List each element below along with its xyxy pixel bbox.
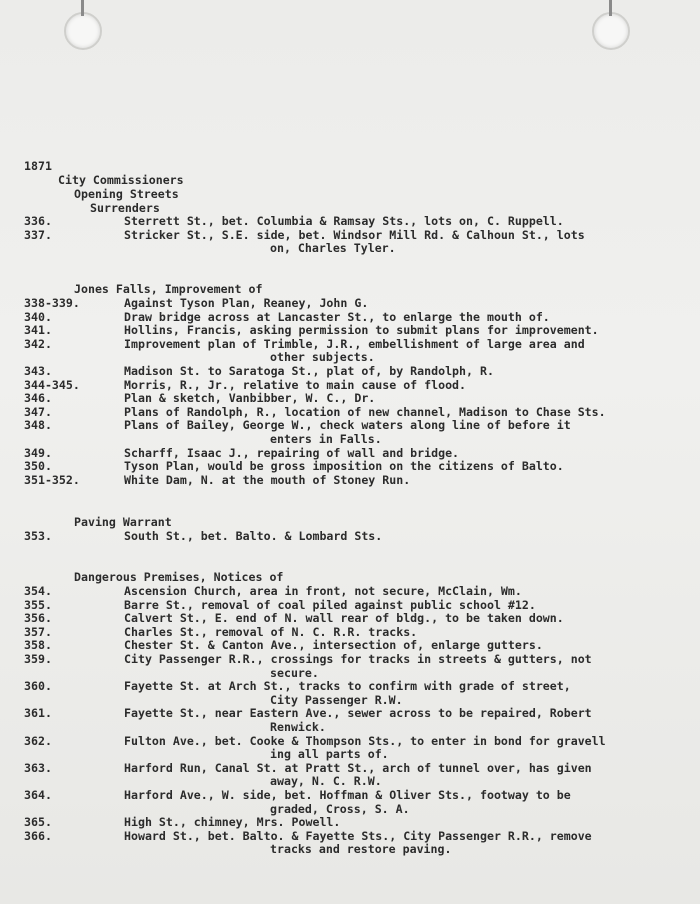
entry-number: 359. bbox=[24, 652, 52, 666]
entry-number: 338-339. bbox=[24, 296, 80, 310]
entry-text-continuation: other subjects. bbox=[270, 350, 375, 365]
entry-text: Tyson Plan, would be gross imposition on the citizens of Balto. bbox=[124, 459, 564, 474]
entry-number: 366. bbox=[24, 828, 52, 843]
entry-number: 344-345. bbox=[24, 377, 80, 392]
entry-text-continuation: secure. bbox=[270, 665, 319, 680]
entry-text-continuation: away, N. C. R.W. bbox=[270, 774, 382, 789]
heading-sub: Opening Streets bbox=[74, 187, 179, 201]
entry-text: Stricker St., S.E. side, bet. Windsor Mill Rd. & Calhoun St., lots bbox=[124, 227, 585, 242]
entry-number: 361. bbox=[24, 706, 52, 721]
entry-number: 342. bbox=[24, 336, 52, 351]
year: 1871 bbox=[24, 159, 52, 173]
entry-number: 358. bbox=[24, 638, 52, 653]
entry-text: Harford Ave., W. side, bet. Hoffman & Oliver Sts., footway to be bbox=[124, 788, 571, 802]
entry-number: 365. bbox=[24, 815, 52, 830]
heading-org: City Commissioners bbox=[58, 173, 184, 187]
entry-text: Against Tyson Plan, Reaney, John G. bbox=[124, 296, 369, 310]
section-title: Jones Falls, Improvement of bbox=[74, 282, 263, 296]
heading-subsub: Surrenders bbox=[90, 201, 160, 215]
entry-text: Barre St., removal of coal piled against public school #12. bbox=[124, 597, 536, 612]
punch-hole-left bbox=[64, 12, 102, 50]
entry-text: Plans of Randolph, R., location of new channel, Madison to Chase Sts. bbox=[124, 404, 606, 419]
entry-text: Harford Run, Canal St. at Pratt St., arch of tunnel over, has given bbox=[124, 760, 592, 775]
section-title: Dangerous Premises, Notices of bbox=[74, 570, 284, 584]
entry-text: Howard St., bet. Balto. & Fayette Sts., City Passenger R.R., remove bbox=[124, 828, 592, 843]
entry-text: Hollins, Francis, asking permission to submit plans for improvement. bbox=[124, 323, 599, 338]
entry-number: 341. bbox=[24, 323, 52, 338]
entry-text: Scharff, Isaac J., repairing of wall and bridge. bbox=[124, 445, 460, 460]
entry-number: 337. bbox=[24, 227, 52, 242]
entry-text: Calvert St., E. end of N. wall rear of bldg., to be taken down. bbox=[124, 611, 564, 626]
entry-text-continuation: City Passenger R.W. bbox=[270, 692, 403, 707]
entry-number: 362. bbox=[24, 733, 52, 748]
entry-number: 363. bbox=[24, 760, 52, 775]
entry-text: City Passenger R.R., crossings for tracks in streets & gutters, not bbox=[124, 652, 592, 666]
entry-number: 350. bbox=[24, 459, 52, 474]
entry-number: 355. bbox=[24, 597, 52, 612]
entry-number: 364. bbox=[24, 788, 52, 802]
entry-text: Morris, R., Jr., relative to main cause of flood. bbox=[124, 377, 467, 392]
entry-number: 354. bbox=[24, 584, 52, 598]
entry-text-continuation: tracks and restore paving. bbox=[270, 842, 452, 857]
entry-number: 343. bbox=[24, 364, 52, 378]
entry-text-continuation: ing all parts of. bbox=[270, 747, 389, 762]
entry-number: 346. bbox=[24, 391, 52, 406]
punch-hole-right bbox=[592, 12, 630, 50]
entry-text: Chester St. & Canton Ave., intersection of, enlarge gutters. bbox=[124, 638, 543, 653]
entry-number: 348. bbox=[24, 418, 52, 433]
entry-text-continuation: graded, Cross, S. A. bbox=[270, 801, 410, 816]
entry-number: 351-352. bbox=[24, 472, 80, 487]
entry-text: Fayette St., near Eastern Ave., sewer across to be repaired, Robert bbox=[124, 706, 592, 721]
entry-text: White Dam, N. at the mouth of Stoney Run. bbox=[124, 472, 411, 487]
entry-number: 347. bbox=[24, 404, 52, 419]
entry-text: Fulton Ave., bet. Cooke & Thompson Sts., to enter in bond for gravell bbox=[124, 733, 606, 748]
entry-number: 356. bbox=[24, 611, 52, 626]
section-title: Paving Warrant bbox=[74, 515, 172, 529]
entry-text: Plans of Bailey, George W., check waters along line of before it bbox=[124, 418, 571, 433]
entry-text: Plan & sketch, Vanbibber, W. C., Dr. bbox=[124, 391, 376, 406]
entry-text-continuation: on, Charles Tyler. bbox=[270, 241, 396, 256]
entry-text-continuation: enters in Falls. bbox=[270, 432, 382, 446]
entry-text: Ascension Church, area in front, not secure, McClain, Wm. bbox=[124, 584, 522, 598]
entry-text: Improvement plan of Trimble, J.R., embellishment of large area and bbox=[124, 336, 585, 351]
entry-number: 336. bbox=[24, 214, 52, 228]
entry-text: South St., bet. Balto. & Lombard Sts. bbox=[124, 529, 383, 543]
entry-number: 360. bbox=[24, 679, 52, 694]
entry-number: 353. bbox=[24, 529, 52, 543]
entry-text: High St., chimney, Mrs. Powell. bbox=[124, 815, 341, 830]
entry-text: Madison St. to Saratoga St., plat of, by Randolph, R. bbox=[124, 364, 494, 378]
entry-number: 357. bbox=[24, 624, 52, 639]
entry-text-continuation: Renwick. bbox=[270, 720, 326, 734]
entry-text: Fayette St. at Arch St., tracks to confirm with grade of street, bbox=[124, 679, 571, 694]
entry-number: 340. bbox=[24, 309, 52, 324]
entry-text: Draw bridge across at Lancaster St., to enlarge the mouth of. bbox=[124, 309, 550, 324]
entry-text: Charles St., removal of N. C. R.R. tracks. bbox=[124, 624, 418, 639]
entry-text: Sterrett St., bet. Columbia & Ramsay Sts., lots on, C. Ruppell. bbox=[124, 214, 564, 228]
entry-number: 349. bbox=[24, 445, 52, 460]
